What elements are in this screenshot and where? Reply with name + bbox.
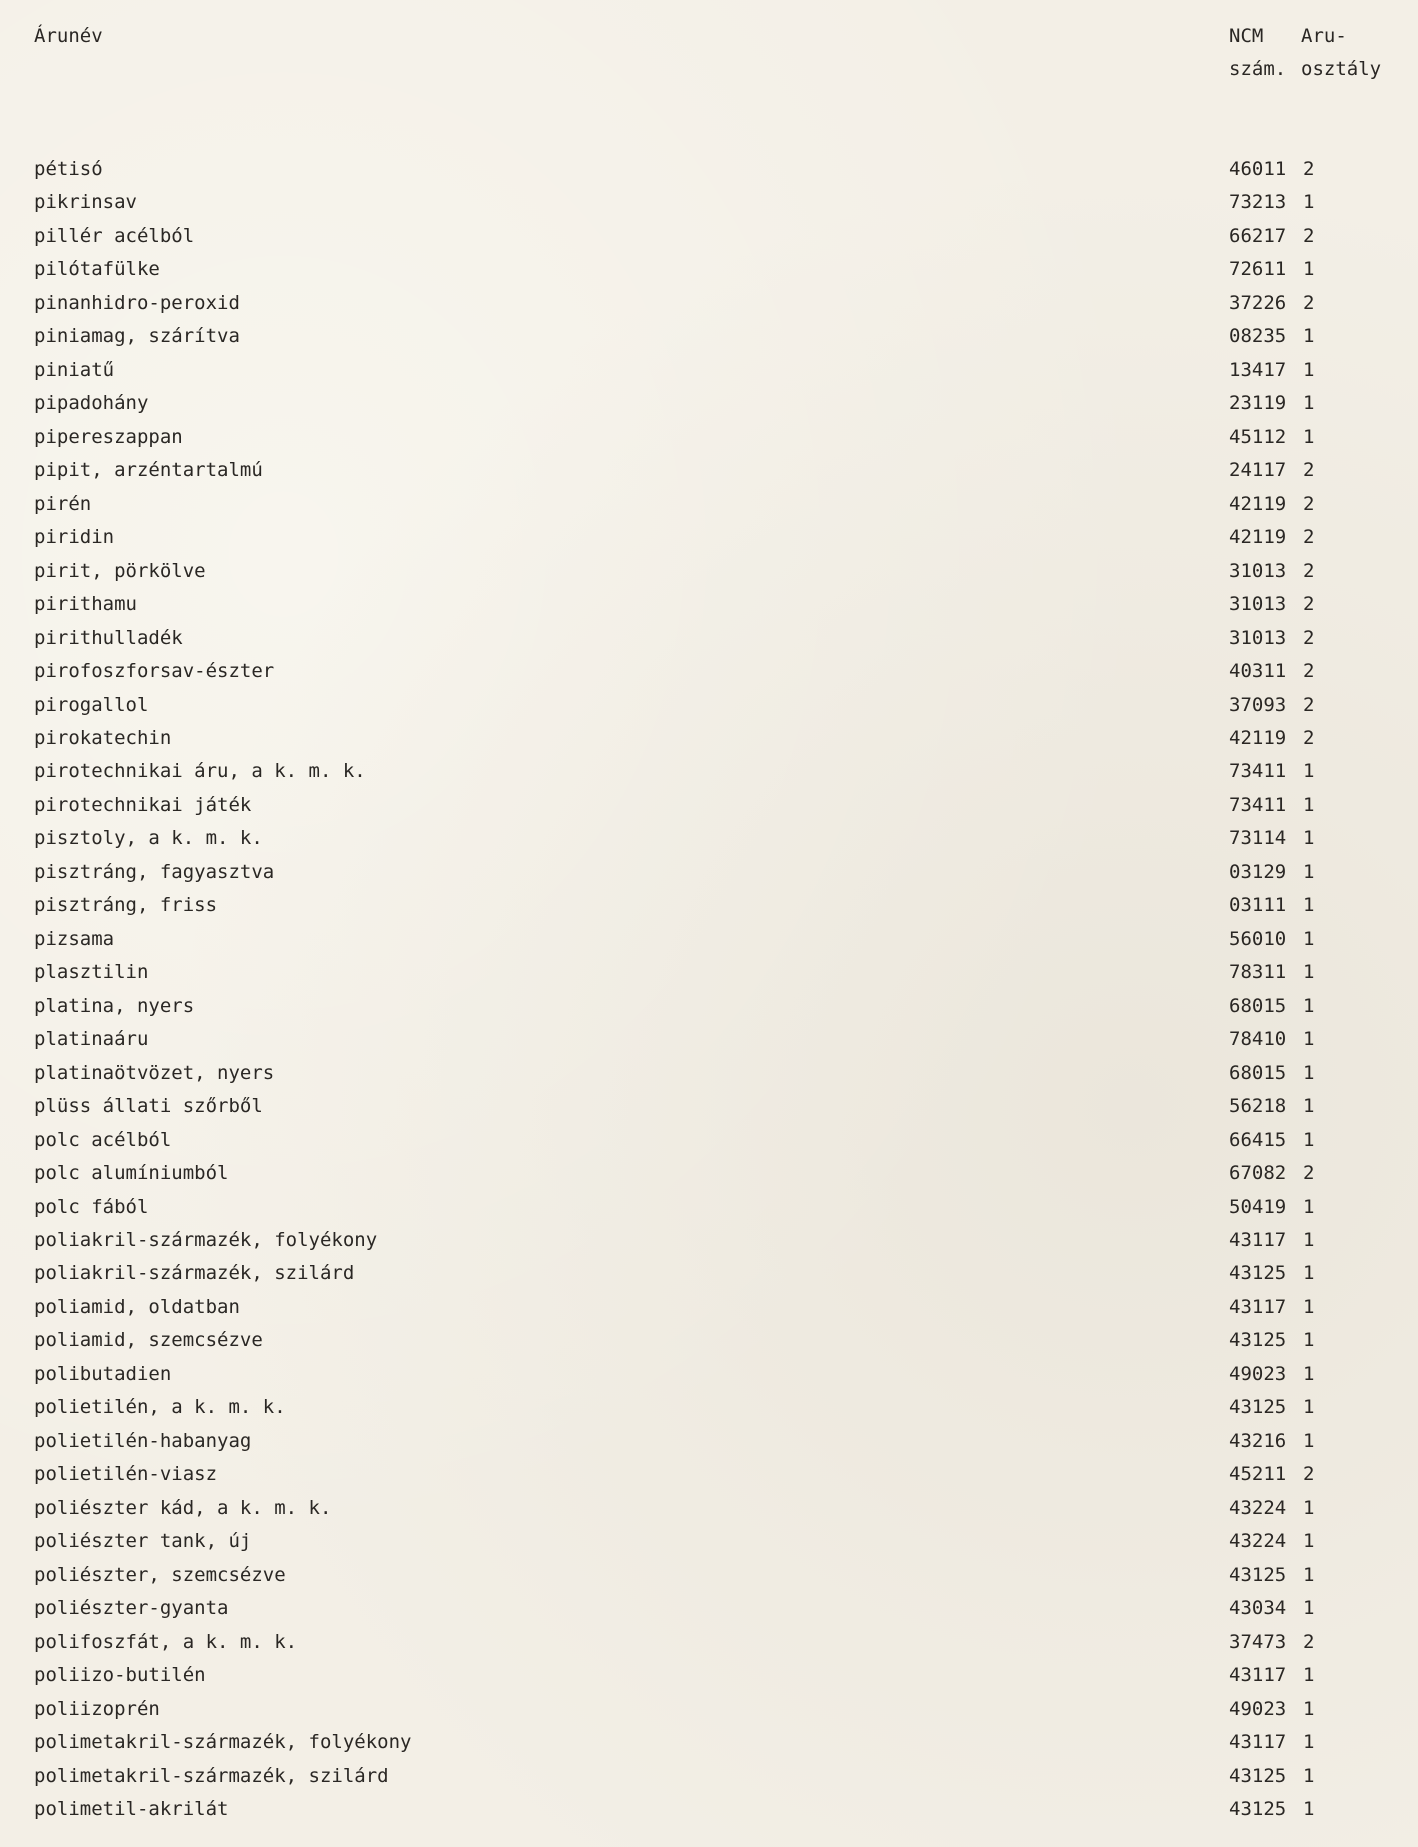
list-item	[0, 153, 1418, 186]
product-name: platinaáru	[34, 1028, 149, 1051]
ncm-code: 56010	[1229, 927, 1287, 950]
list-item	[0, 856, 1418, 889]
ncm-code: 73411	[1229, 760, 1287, 783]
list-item	[0, 789, 1418, 822]
ncm-code: 03129	[1229, 860, 1287, 883]
product-class: 1	[1303, 793, 1315, 816]
ncm-code: 42119	[1229, 726, 1287, 749]
product-name: piniamag, szárítva	[34, 325, 240, 348]
product-class: 2	[1303, 459, 1315, 482]
product-class: 1	[1303, 894, 1315, 917]
ncm-code: 66415	[1229, 1128, 1287, 1151]
product-class: 2	[1303, 559, 1315, 582]
ncm-code: 43117	[1229, 1295, 1287, 1318]
ncm-code: 43117	[1229, 1229, 1287, 1251]
list-item	[0, 1425, 1418, 1458]
list-item	[0, 1726, 1418, 1759]
list-item	[0, 956, 1418, 989]
product-class: 1	[1303, 1563, 1315, 1586]
ncm-code: 68015	[1229, 994, 1287, 1017]
ncm-code: 49023	[1229, 1697, 1287, 1720]
ncm-code: 49023	[1229, 1362, 1287, 1385]
product-class: 2	[1303, 593, 1315, 616]
ncm-code: 67082	[1229, 1162, 1287, 1185]
list-item	[0, 1391, 1418, 1424]
list-item	[0, 889, 1418, 922]
list-item	[0, 1458, 1418, 1491]
ncm-code: 31013	[1229, 626, 1287, 649]
product-name: pirit, pörkölve	[34, 559, 206, 582]
ncm-code: 56218	[1229, 1095, 1287, 1118]
product-name: poliészter-gyanta	[34, 1597, 229, 1620]
ncm-code: 24117	[1229, 459, 1287, 482]
product-class: 1	[1303, 1429, 1315, 1452]
ncm-code: 43034	[1229, 1597, 1287, 1620]
product-class: 2	[1303, 660, 1315, 683]
ncm-code: 31013	[1229, 559, 1287, 582]
list-item	[0, 320, 1418, 353]
product-name: poliakril-származék, szilárd	[34, 1262, 355, 1285]
column-header-ncm-line2: szám.	[1229, 58, 1287, 80]
ncm-code: 73411	[1229, 793, 1287, 816]
product-name: pizsama	[34, 927, 115, 950]
product-class: 1	[1303, 1697, 1315, 1720]
ncm-code: 43117	[1229, 1731, 1287, 1754]
product-name: polifoszfát, a k. m. k.	[34, 1630, 298, 1653]
ncm-code: 73213	[1229, 191, 1287, 214]
product-class: 1	[1303, 961, 1315, 984]
list-item	[0, 454, 1418, 487]
product-name: pisztoly, a k. m. k.	[34, 827, 263, 850]
product-name: platinaötvözet, nyers	[34, 1061, 275, 1084]
product-class: 1	[1303, 191, 1315, 214]
ncm-code: 37226	[1229, 291, 1287, 314]
column-header-class-line1: Aru-	[1301, 25, 1347, 47]
list-item	[0, 1358, 1418, 1391]
product-name: polietilén-viasz	[34, 1463, 218, 1486]
product-name: pirogallol	[34, 693, 149, 716]
product-class: 1	[1303, 1496, 1315, 1519]
list-item	[0, 1291, 1418, 1324]
list-item	[0, 1626, 1418, 1659]
ncm-code: 03111	[1229, 894, 1287, 917]
product-class: 1	[1303, 827, 1315, 850]
product-class: 2	[1303, 158, 1315, 180]
product-class: 1	[1303, 425, 1315, 448]
product-class: 1	[1303, 1128, 1315, 1151]
column-header-ncm-line1: NCM	[1229, 25, 1264, 47]
list-item	[0, 186, 1418, 219]
product-class: 1	[1303, 1329, 1315, 1352]
product-name: pillér acélból	[34, 224, 195, 247]
list-item	[0, 1659, 1418, 1692]
product-class: 1	[1303, 994, 1315, 1017]
product-class: 1	[1303, 1396, 1315, 1419]
ncm-code: 43224	[1229, 1530, 1287, 1553]
product-name: polietilén-habanyag	[34, 1429, 252, 1452]
ncm-code: 40311	[1229, 660, 1287, 683]
list-item	[0, 488, 1418, 521]
ncm-code: 42119	[1229, 492, 1287, 515]
product-name: polc acélból	[34, 1128, 172, 1151]
product-class: 2	[1303, 1630, 1315, 1653]
product-name: pirotechnikai játék	[34, 793, 252, 816]
product-name: pétisó	[34, 158, 103, 180]
list-item	[0, 1592, 1418, 1625]
list-item	[0, 1793, 1418, 1826]
product-class: 1	[1303, 860, 1315, 883]
list-item	[0, 923, 1418, 956]
list-item	[0, 655, 1418, 688]
ncm-code: 72611	[1229, 258, 1287, 281]
product-class: 1	[1303, 358, 1315, 381]
ncm-code: 43117	[1229, 1664, 1287, 1687]
product-name: platina, nyers	[34, 994, 195, 1017]
list-item	[0, 1124, 1418, 1157]
product-name: plüss állati szőrből	[34, 1095, 263, 1118]
product-class: 2	[1303, 626, 1315, 649]
product-class: 1	[1303, 1597, 1315, 1620]
product-name: poliamid, szemcsézve	[34, 1329, 263, 1352]
product-name: poliészter, szemcsézve	[34, 1563, 286, 1586]
list-item	[0, 622, 1418, 655]
ncm-code: 43125	[1229, 1329, 1287, 1352]
product-class: 2	[1303, 224, 1315, 247]
product-class: 1	[1303, 392, 1315, 415]
list-item	[0, 354, 1418, 387]
ncm-code: 43125	[1229, 1563, 1287, 1586]
product-class: 1	[1303, 1664, 1315, 1687]
list-item	[0, 1760, 1418, 1793]
product-class: 2	[1303, 526, 1315, 549]
ncm-code: 68015	[1229, 1061, 1287, 1084]
list-item	[0, 689, 1418, 722]
product-name: pirokatechin	[34, 726, 172, 749]
ncm-code: 78410	[1229, 1028, 1287, 1051]
list-item	[0, 521, 1418, 554]
product-class: 1	[1303, 1229, 1315, 1251]
product-class: 1	[1303, 1028, 1315, 1051]
product-name: polietilén, a k. m. k.	[34, 1396, 286, 1419]
product-name: pinanhidro-peroxid	[34, 291, 240, 314]
product-class: 1	[1303, 1530, 1315, 1553]
ncm-code: 78311	[1229, 961, 1287, 984]
list-item	[0, 287, 1418, 320]
product-name: piridin	[34, 526, 115, 549]
product-class: 2	[1303, 1463, 1315, 1486]
product-name: pirithulladék	[34, 626, 183, 649]
ncm-code: 43224	[1229, 1496, 1287, 1519]
list-item	[0, 555, 1418, 588]
list-item	[0, 1559, 1418, 1592]
product-class: 2	[1303, 492, 1315, 515]
ncm-code: 46011	[1229, 158, 1287, 180]
list-item	[0, 1324, 1418, 1357]
list-item	[0, 1525, 1418, 1558]
list-item	[0, 220, 1418, 253]
product-name: polimetil-akrilát	[34, 1797, 229, 1820]
ncm-code: 42119	[1229, 526, 1287, 549]
list-item	[0, 1157, 1418, 1190]
list-item	[0, 1023, 1418, 1056]
list-item	[0, 253, 1418, 286]
product-class: 1	[1303, 258, 1315, 281]
product-name: pirofoszforsav-észter	[34, 660, 275, 683]
product-class: 1	[1303, 1195, 1315, 1218]
product-name: pipereszappan	[34, 425, 183, 448]
list-item	[0, 990, 1418, 1023]
product-list	[0, 153, 1418, 1826]
product-name: polc fából	[34, 1195, 149, 1218]
product-name: polimetakril-származék, folyékony	[34, 1731, 412, 1754]
product-name: pilótafülke	[34, 258, 160, 281]
ncm-code: 08235	[1229, 325, 1287, 348]
ncm-code: 43125	[1229, 1396, 1287, 1419]
list-item	[0, 588, 1418, 621]
column-header-name: Árunév	[34, 25, 103, 47]
product-class: 1	[1303, 1095, 1315, 1118]
ncm-code: 43125	[1229, 1262, 1287, 1285]
product-class: 1	[1303, 1262, 1315, 1285]
ncm-code: 43216	[1229, 1429, 1287, 1452]
ncm-code: 23119	[1229, 392, 1287, 415]
product-name: pirithamu	[34, 593, 137, 616]
product-name: polimetakril-származék, szilárd	[34, 1764, 389, 1787]
product-class: 1	[1303, 1731, 1315, 1754]
product-name: poliizoprén	[34, 1697, 160, 1720]
product-name: pipit, arzéntartalmú	[34, 459, 263, 482]
product-class: 2	[1303, 1162, 1315, 1185]
ncm-code: 43125	[1229, 1797, 1287, 1820]
column-header-class-line2: osztály	[1301, 58, 1382, 80]
ncm-code: 45112	[1229, 425, 1287, 448]
list-item	[0, 1191, 1418, 1224]
ncm-code: 73114	[1229, 827, 1287, 850]
product-class: 1	[1303, 1362, 1315, 1385]
product-name: poliakril-származék, folyékony	[34, 1229, 378, 1251]
product-name: poliizo-butilén	[34, 1664, 206, 1687]
ncm-code: 37473	[1229, 1630, 1287, 1653]
ncm-code: 31013	[1229, 593, 1287, 616]
product-name: pikrinsav	[34, 191, 137, 214]
ncm-code: 66217	[1229, 224, 1287, 247]
list-item	[0, 1257, 1418, 1290]
list-item	[0, 1693, 1418, 1726]
product-class: 1	[1303, 325, 1315, 348]
product-class: 1	[1303, 760, 1315, 783]
product-name: poliészter tank, új	[34, 1530, 252, 1553]
list-item	[0, 1057, 1418, 1090]
ncm-code: 43125	[1229, 1764, 1287, 1787]
product-name: pirotechnikai áru, a k. m. k.	[34, 760, 366, 783]
product-class: 1	[1303, 1764, 1315, 1787]
product-class: 1	[1303, 1797, 1315, 1820]
product-class: 1	[1303, 1061, 1315, 1084]
product-name: pipadohány	[34, 392, 149, 415]
column-header-ncm	[1229, 20, 1286, 86]
product-name: pisztráng, friss	[34, 894, 218, 917]
product-class: 2	[1303, 726, 1315, 749]
product-name: pirén	[34, 492, 92, 515]
ncm-code: 45211	[1229, 1463, 1287, 1486]
list-item	[0, 1090, 1418, 1123]
list-item	[0, 387, 1418, 420]
list-item	[0, 1492, 1418, 1525]
product-class: 1	[1303, 1295, 1315, 1318]
list-item	[0, 421, 1418, 454]
product-class: 2	[1303, 291, 1315, 314]
list-item	[0, 822, 1418, 855]
list-item	[0, 755, 1418, 788]
product-class: 2	[1303, 693, 1315, 716]
column-header-class	[1301, 20, 1381, 86]
product-name: poliészter kád, a k. m. k.	[34, 1496, 332, 1519]
product-name: plasztilin	[34, 961, 149, 984]
product-name: polibutadien	[34, 1362, 172, 1385]
ncm-code: 37093	[1229, 693, 1287, 716]
product-name: polc alumíniumból	[34, 1162, 229, 1185]
product-class: 1	[1303, 927, 1315, 950]
product-name: piniatű	[34, 358, 115, 381]
ncm-code: 50419	[1229, 1195, 1287, 1218]
list-item	[0, 722, 1418, 755]
list-item	[0, 1224, 1418, 1257]
product-name: pisztráng, fagyasztva	[34, 860, 275, 883]
product-name: poliamid, oldatban	[34, 1295, 240, 1318]
ncm-code: 13417	[1229, 358, 1287, 381]
